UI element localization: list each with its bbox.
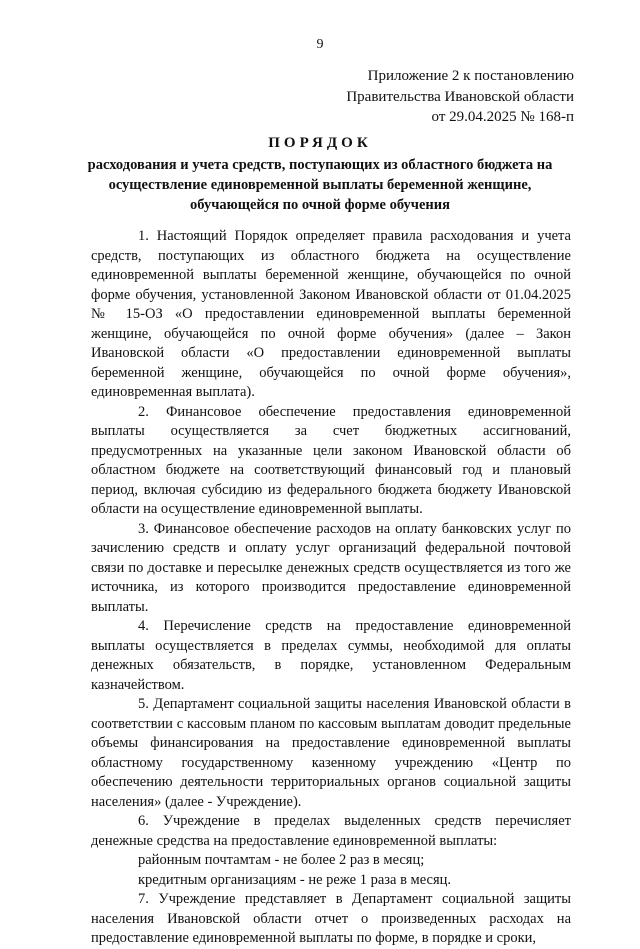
paragraph-3: 3. Финансовое обеспечение расходов на оплату банковских услуг по зачислению средств и оплату услуг организаций федеральной почтовой связи по доставке и пересылке денежных средств осуществляется из того же источника, из которого производится предоставление единовременной выплаты.: [91, 520, 571, 615]
document-subtitle: расходования и учета средств, поступающих из областного бюджета на осуществление единовременной выплаты беременной женщине, обучающейся по очной форме обучения: [87, 157, 553, 213]
list-item-post-offices: районным почтамтам - не более 2 раз в месяц;: [138, 852, 425, 868]
page-number: 9: [316, 37, 324, 52]
paragraph-5: 5. Департамент социальной защиты населения Ивановской области в соответствии с кассовым планом по кассовым выплатам доводит предельные объемы финансирования на предоставление единовременной выплаты областному государственному казенному учреждению «Центр по обеспечению деятельности территориальных органов социальной защиты населения» (далее - Учреждение).: [91, 696, 571, 810]
list-item-credit-organizations: кредитным организациям - не реже 1 раза в месяц.: [138, 871, 452, 888]
appendix-header: [346, 66, 574, 128]
paragraph-1: 1. Настоящий Порядок определяет правила расходования и учета средств, поступающих из областного бюджета на осуществление единовременной выплаты беременной женщине, обучающейся по очной форме обучения, установленной Законом Ивановской области от 01.04.2025 № 15-ОЗ «О предоставлении единовременной выплаты беременной женщине, обучающейся по очной форме обучения» (далее – Закон Ивановской области «О предоставлении единовременной выплаты беременной женщине, обучающейся по очной форме обучения», единовременная выплата).: [91, 228, 571, 400]
appendix-line-1: Приложение 2 к постановлению: [367, 68, 574, 84]
paragraph-4: 4. Перечисление средств на предоставление единовременной выплаты осуществляется в пределах суммы, необходимой для оплаты денежных обязательств, в порядке, установленном Федеральным казначейством.: [91, 618, 571, 693]
document-title: ПОРЯДОК: [268, 135, 372, 151]
paragraph-7: 7. Учреждение представляет в Департамент социальной защиты населения Ивановской области отчет о произведенных расходах на предоставление единовременной выплаты по форме, в порядке и сроки,: [91, 891, 571, 946]
appendix-line-2: Правительства Ивановской области: [346, 88, 574, 105]
document-body: [91, 227, 571, 949]
paragraph-6: 6. Учреждение в пределах выделенных средств перечисляет денежные средства на предоставление единовременной выплаты:: [91, 813, 571, 849]
appendix-line-3: от 29.04.2025 № 168-п: [431, 109, 574, 125]
paragraph-2: 2. Финансовое обеспечение предоставления единовременной выплаты осуществляется за счет бюджетных ассигнований, предусмотренных на указанные цели законом Ивановской области об областном бюджете на соответствующий финансовый год и плановый период, включая субсидию из федерального бюджета бюджету Ивановской области на осуществление единовременной выплаты.: [91, 403, 571, 517]
